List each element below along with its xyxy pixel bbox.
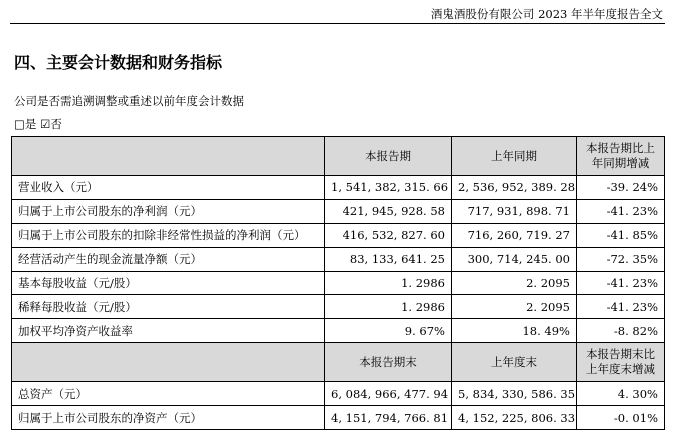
change-value: -72. 35% bbox=[577, 247, 665, 271]
current-value: 9. 67% bbox=[325, 319, 452, 343]
row-label: 营业收入（元） bbox=[12, 176, 325, 200]
change-value: -41. 85% bbox=[577, 223, 665, 247]
prior-value: 300, 714, 245. 00 bbox=[452, 247, 577, 271]
header-period-end: 本报告期末 bbox=[325, 343, 452, 382]
table-row bbox=[12, 176, 665, 200]
change-value: -8. 82% bbox=[577, 319, 665, 343]
current-value: 1. 2986 bbox=[325, 295, 452, 319]
prior-value: 5, 834, 330, 586. 35 bbox=[452, 382, 577, 406]
current-value: 4, 151, 794, 766. 81 bbox=[325, 406, 452, 430]
restatement-question: 公司是否需追溯调整或重述以前年度会计数据 bbox=[14, 94, 244, 108]
header-cell-blank bbox=[12, 343, 325, 382]
row-label: 经营活动产生的现金流量净额（元） bbox=[12, 247, 325, 271]
prior-value: 2, 536, 952, 389. 28 bbox=[452, 176, 577, 200]
row-label: 加权平均净资产收益率 bbox=[12, 319, 325, 343]
yes-checkbox: □ bbox=[14, 117, 25, 131]
row-label: 归属于上市公司股东的净资产（元） bbox=[12, 406, 325, 430]
header-prior-year-end: 上年度末 bbox=[452, 343, 577, 382]
section-title: 四、主要会计数据和财务指标 bbox=[14, 53, 223, 72]
table-row bbox=[12, 319, 665, 343]
current-value: 416, 532, 827. 60 bbox=[325, 223, 452, 247]
current-value: 83, 133, 641. 25 bbox=[325, 247, 452, 271]
prior-value: 716, 260, 719. 27 bbox=[452, 223, 577, 247]
table-row bbox=[12, 295, 665, 319]
change-value: -39. 24% bbox=[577, 176, 665, 200]
report-header-title: 酒鬼酒股份有限公司 2023 年半年度报告全文 bbox=[430, 7, 663, 21]
prior-value: 4, 152, 225, 806. 33 bbox=[452, 406, 577, 430]
current-value: 421, 945, 928. 58 bbox=[325, 199, 452, 223]
current-value: 1, 541, 382, 315. 66 bbox=[325, 176, 452, 200]
table-row bbox=[12, 223, 665, 247]
no-label: 否 bbox=[50, 117, 62, 131]
table-header-row-balance bbox=[12, 343, 665, 382]
row-label: 归属于上市公司股东的扣除非经常性损益的净利润（元） bbox=[12, 223, 325, 247]
header-cell-blank bbox=[12, 137, 325, 176]
current-value: 1. 2986 bbox=[325, 271, 452, 295]
prior-value: 18. 49% bbox=[452, 319, 577, 343]
no-checkbox-checked: ☑ bbox=[40, 117, 51, 131]
table-row bbox=[12, 247, 665, 271]
header-current-period: 本报告期 bbox=[325, 137, 452, 176]
restatement-answer bbox=[14, 116, 62, 132]
row-label: 稀释每股收益（元/股） bbox=[12, 295, 325, 319]
row-label: 基本每股收益（元/股） bbox=[12, 271, 325, 295]
row-label: 总资产（元） bbox=[12, 382, 325, 406]
table-header-row bbox=[12, 137, 665, 176]
current-value: 6, 084, 966, 477. 94 bbox=[325, 382, 452, 406]
prior-value: 2. 2095 bbox=[452, 271, 577, 295]
table-row bbox=[12, 382, 665, 406]
header-change-balance: 本报告期末比上年度末增减 bbox=[577, 343, 665, 382]
header-prior-period: 上年同期 bbox=[452, 137, 577, 176]
header-divider bbox=[10, 23, 665, 24]
change-value: 4. 30% bbox=[577, 382, 665, 406]
change-value: -0. 01% bbox=[577, 406, 665, 430]
change-value: -41. 23% bbox=[577, 199, 665, 223]
row-label: 归属于上市公司股东的净利润（元） bbox=[12, 199, 325, 223]
table-row bbox=[12, 271, 665, 295]
header-change: 本报告期比上年同期增减 bbox=[577, 137, 665, 176]
yes-label: 是 bbox=[24, 117, 37, 131]
change-value: -41. 23% bbox=[577, 271, 665, 295]
prior-value: 717, 931, 898. 71 bbox=[452, 199, 577, 223]
key-financial-table bbox=[11, 136, 665, 430]
change-value: -41. 23% bbox=[577, 295, 665, 319]
prior-value: 2. 2095 bbox=[452, 295, 577, 319]
table-row bbox=[12, 199, 665, 223]
table-row bbox=[12, 406, 665, 430]
